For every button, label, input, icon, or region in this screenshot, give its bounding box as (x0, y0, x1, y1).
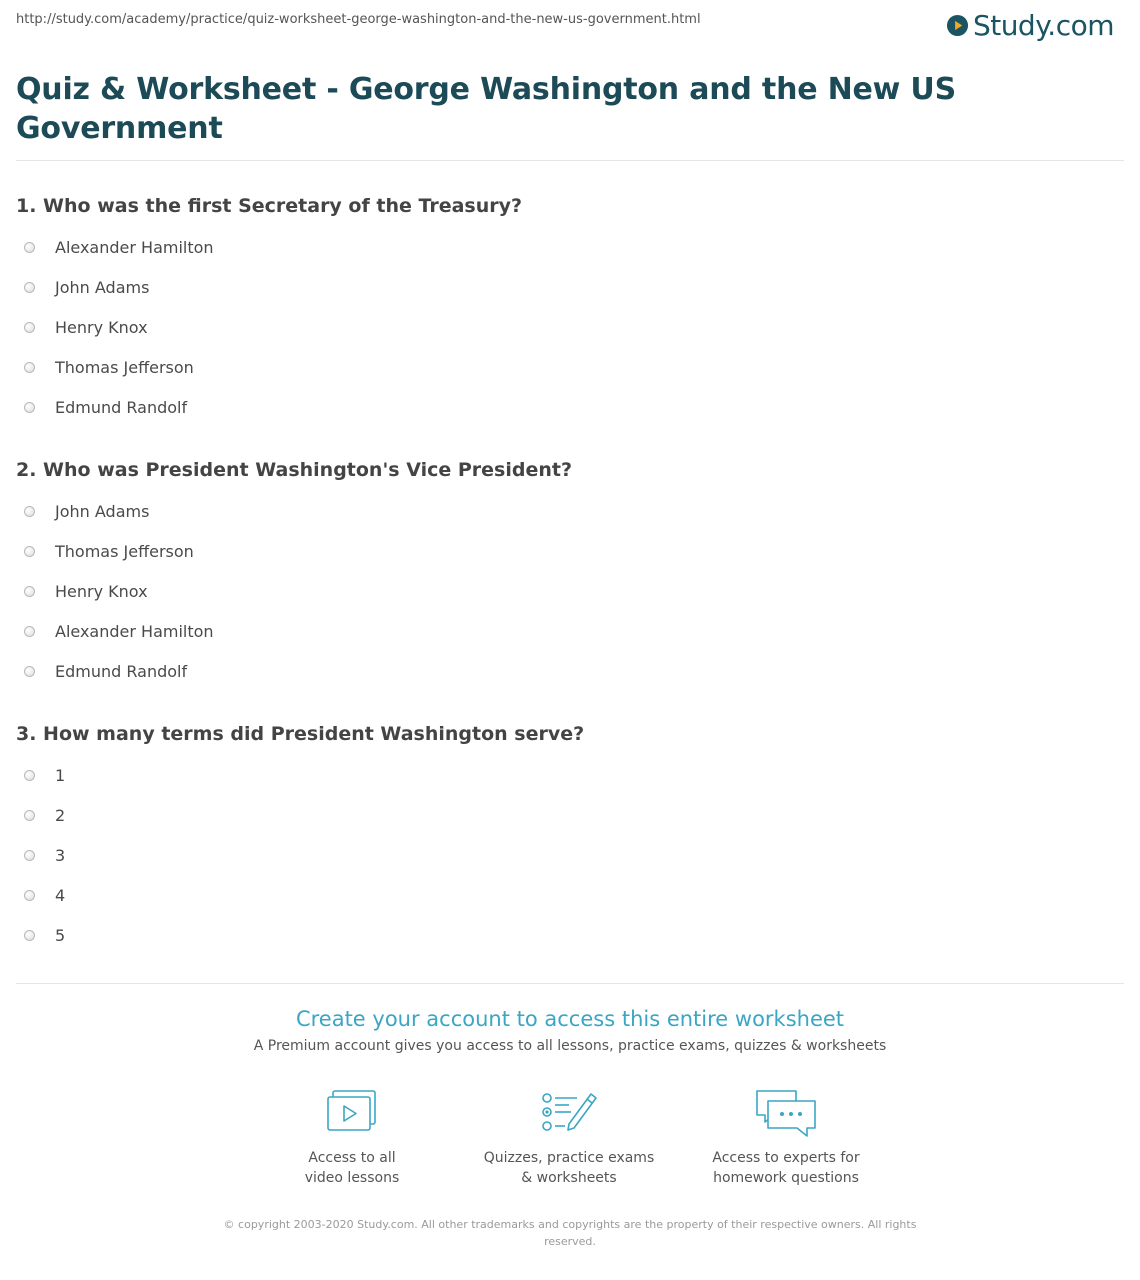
answer-choice[interactable] (16, 923, 65, 947)
cta-heading[interactable]: Create your account to access this entire worksheet (295, 1007, 845, 1031)
feature-video-lessons (252, 1088, 452, 1188)
signup-cta (0, 1006, 1140, 1055)
answer-choice[interactable] (16, 659, 187, 683)
answer-choice[interactable] (16, 883, 65, 907)
answer-choice[interactable] (16, 499, 149, 523)
feature-label-line1: Access to all (308, 1150, 396, 1166)
answer-choice[interactable] (16, 275, 149, 299)
choice-label: Thomas Jefferson (55, 541, 194, 561)
choice-label: John Adams (55, 501, 150, 521)
radio-button[interactable] (24, 890, 35, 901)
question-1 (16, 194, 1116, 417)
radio-button[interactable] (24, 586, 35, 597)
study-logo[interactable] (946, 7, 1114, 43)
choice-label: Edmund Randolf (55, 397, 188, 417)
question-text: 3. How many terms did President Washington serve? (16, 723, 585, 745)
answer-choice[interactable] (16, 235, 214, 259)
feature-label (469, 1148, 669, 1188)
play-circle-icon (946, 14, 969, 37)
question-3 (16, 722, 1116, 945)
cta-subheading: A Premium account gives you access to all lessons, practice exams, quizzes & worksheets (253, 1038, 887, 1054)
feature-label (252, 1148, 452, 1188)
page-title: Quiz & Worksheet - George Washington and the New US Government (16, 72, 957, 146)
radio-button[interactable] (24, 242, 35, 253)
answer-choice[interactable] (16, 803, 65, 827)
page-url[interactable]: http://study.com/academy/practice/quiz-worksheet-george-washington-and-the-new-us-government.html (16, 12, 701, 27)
feature-experts (686, 1088, 886, 1188)
chat-bubbles-icon (754, 1088, 818, 1138)
answer-choice[interactable] (16, 315, 148, 339)
answer-choice[interactable] (16, 619, 214, 643)
answer-choice[interactable] (16, 539, 194, 563)
answer-choice[interactable] (16, 579, 148, 603)
choice-label: Alexander Hamilton (55, 237, 214, 257)
top-bar (0, 0, 1140, 60)
radio-button[interactable] (24, 930, 35, 941)
question-2 (16, 458, 1116, 681)
radio-button[interactable] (24, 402, 35, 413)
feature-label-line2: homework questions (713, 1170, 859, 1186)
feature-label-line2: & worksheets (521, 1170, 617, 1186)
answer-choice[interactable] (16, 843, 65, 867)
video-lessons-icon (326, 1088, 378, 1138)
question-text: 1. Who was the first Secretary of the Treasury? (16, 195, 523, 217)
feature-label-line1: Quizzes, practice exams (483, 1150, 655, 1166)
quiz-checklist-icon (539, 1088, 599, 1138)
radio-button[interactable] (24, 362, 35, 373)
title-divider (16, 160, 1124, 161)
content-divider (16, 983, 1124, 984)
radio-button[interactable] (24, 666, 35, 677)
choice-label: Edmund Randolf (55, 661, 188, 681)
radio-button[interactable] (24, 626, 35, 637)
choice-label: 3 (55, 845, 66, 865)
choice-label: Thomas Jefferson (55, 357, 194, 377)
feature-label-line2: video lessons (304, 1170, 400, 1186)
copyright-notice: © copyright 2003-2020 Study.com. All other trademarks and copyrights are the property of their respective owners. All rights reserved. (223, 1218, 917, 1248)
radio-button[interactable] (24, 506, 35, 517)
choice-label: Henry Knox (55, 317, 148, 337)
choice-label: John Adams (55, 277, 150, 297)
radio-button[interactable] (24, 770, 35, 781)
choice-label: 1 (55, 765, 66, 785)
choice-label: Alexander Hamilton (55, 621, 214, 641)
radio-button[interactable] (24, 546, 35, 557)
choice-label: 2 (55, 805, 66, 825)
answer-choice[interactable] (16, 763, 65, 787)
choice-label: 4 (55, 885, 66, 905)
answer-choice[interactable] (16, 355, 194, 379)
answer-choice[interactable] (16, 395, 187, 419)
feature-quizzes (469, 1088, 669, 1188)
logo-text: Study.com (972, 8, 1114, 42)
radio-button[interactable] (24, 810, 35, 821)
radio-button[interactable] (24, 850, 35, 861)
question-text: 2. Who was President Washington's Vice President? (16, 459, 572, 481)
radio-button[interactable] (24, 322, 35, 333)
choice-label: 5 (55, 925, 66, 945)
radio-button[interactable] (24, 282, 35, 293)
feature-label-line1: Access to experts for (712, 1150, 860, 1166)
feature-label (686, 1148, 886, 1188)
choice-label: Henry Knox (55, 581, 148, 601)
